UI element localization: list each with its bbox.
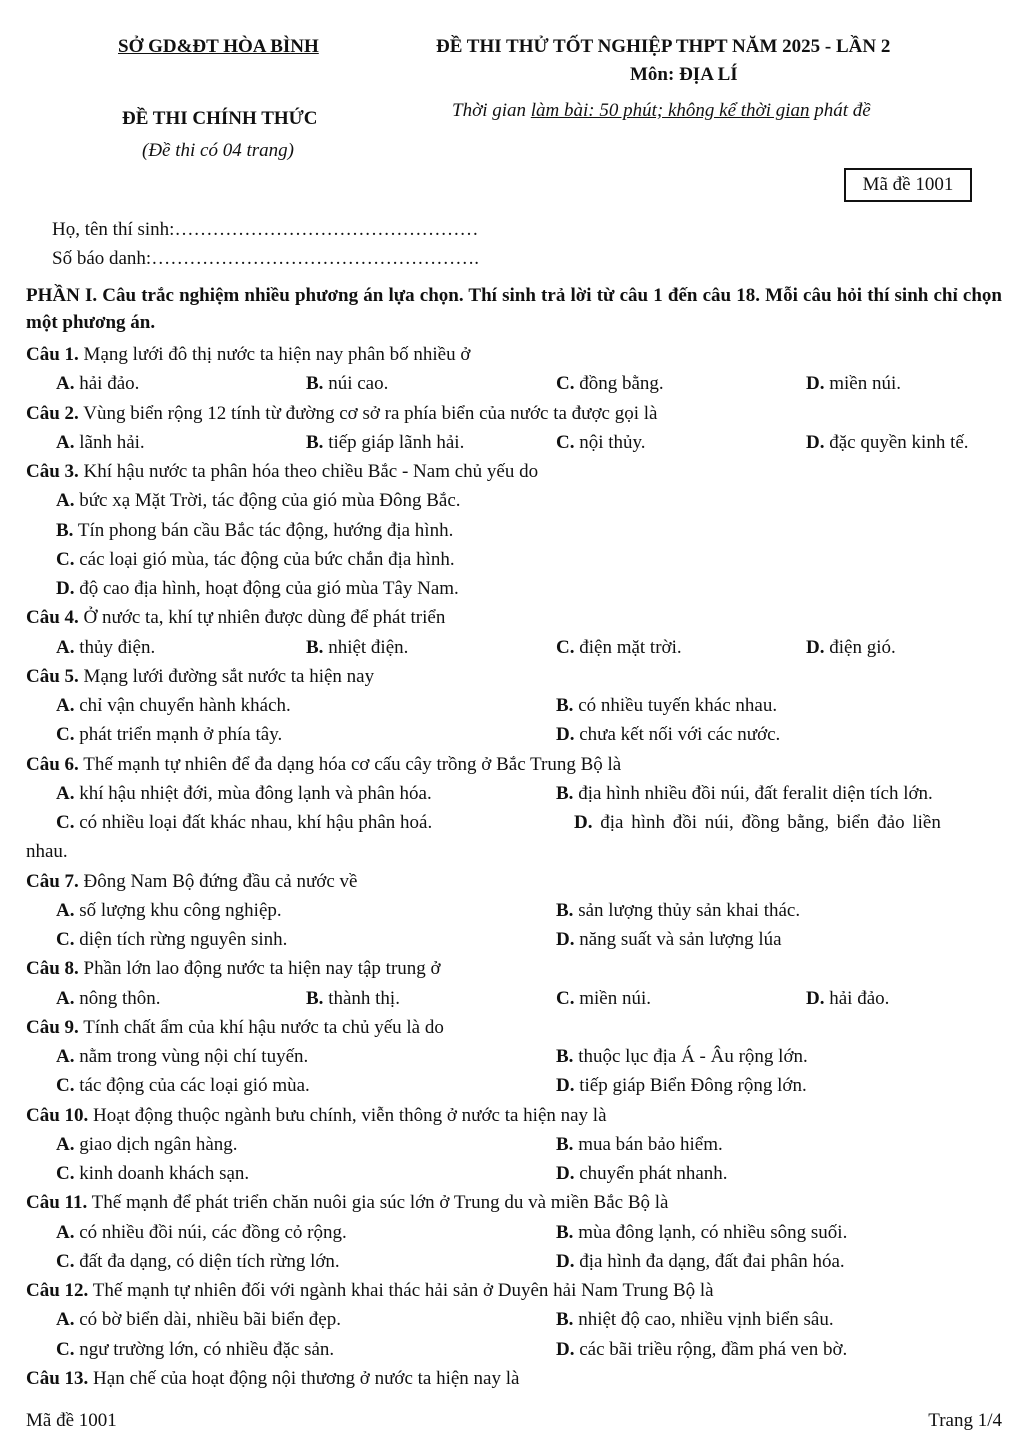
option-letter: C. (556, 373, 575, 395)
question-stem (26, 751, 621, 779)
question-text: Hạn chế của hoạt động nội thương ở nước ta hiện nay là (93, 1367, 520, 1389)
subject-line: Môn: ĐỊA LÍ (630, 64, 738, 85)
question-text: Thế mạnh tự nhiên để đa dạng hóa cơ cấu cây trồng ở Bắc Trung Bộ là (83, 753, 622, 775)
question-text: Thế mạnh để phát triển chăn nuôi gia súc lớn ở Trung du và miền Bắc Bộ là (91, 1192, 669, 1214)
question-label: Câu 3. (26, 461, 79, 482)
option-letter: B. (556, 1046, 574, 1067)
answer-option (806, 370, 901, 398)
question-stem (26, 1365, 519, 1393)
option-letter: D. (806, 431, 825, 453)
option-letter: A. (56, 987, 75, 1009)
option-letter: B. (306, 373, 324, 395)
option-letter: D. (806, 636, 825, 658)
answer-option (556, 692, 777, 720)
answer-option (556, 1248, 845, 1276)
answer-option (56, 575, 459, 603)
option-text: chưa kết nối với các nước. (579, 724, 781, 746)
answer-option (556, 1131, 723, 1159)
option-text: có bờ biển dài, nhiều bãi biển đẹp. (79, 1309, 341, 1331)
candidate-name-dots: ………………………………………… (174, 219, 479, 240)
option-text: mua bán bảo hiểm. (578, 1133, 723, 1155)
option-text: tiếp giáp Biển Đông rộng lớn. (579, 1075, 807, 1097)
answer-option (56, 721, 282, 749)
answer-option (556, 429, 646, 457)
time-underlined: làm bài: 50 phút; không kể thời gian (530, 100, 810, 121)
question-stem (26, 1102, 607, 1130)
question-stem (26, 1014, 444, 1042)
question-text: Ở nước ta, khí tự nhiên được dùng để phát triển (83, 607, 446, 629)
option-text: lãnh hải. (79, 431, 145, 453)
answer-option (556, 897, 800, 925)
option-letter: C. (556, 987, 575, 1009)
option-letter: C. (56, 1250, 75, 1272)
option-letter: B. (56, 519, 74, 541)
option-letter: B. (556, 1309, 574, 1331)
answer-option (306, 985, 400, 1013)
candidate-id-line (52, 248, 479, 270)
question-text: Thế mạnh tự nhiên đối với ngành khai thác hải sản ở Duyên hải Nam Trung Bộ là (92, 1280, 714, 1301)
option-letter: D. (556, 1250, 575, 1272)
option-text: có nhiều loại đất khác nhau, khí hậu phân hoá. (79, 812, 433, 833)
question-label: Câu 5. (26, 665, 79, 687)
answer-option (556, 721, 780, 749)
answer-option (556, 780, 933, 808)
option-text: giao dịch ngân hàng. (79, 1133, 238, 1155)
answer-option (56, 897, 282, 925)
question-stem (26, 1189, 668, 1217)
answer-option (56, 1306, 341, 1334)
answer-option (56, 370, 139, 398)
pages-note: (Đề thi có 04 trang) (142, 140, 294, 161)
option-letter: C. (56, 1075, 75, 1097)
option-text: có nhiều đồi núi, các đồng cỏ rộng. (79, 1221, 347, 1243)
answer-option (56, 780, 432, 808)
option-text: thủy điện. (79, 636, 156, 658)
option-text: đồng bằng. (579, 373, 664, 395)
answer-option (56, 1043, 308, 1071)
option-text: nằm trong vùng nội chí tuyến. (79, 1046, 309, 1067)
question-stem (26, 955, 441, 983)
answer-option (556, 985, 651, 1013)
option-letter: C. (56, 929, 75, 950)
option-text: núi cao. (328, 373, 389, 395)
option-letter: D. (556, 929, 575, 950)
question-text: Phần lớn lao động nước ta hiện nay tập trung ở (83, 958, 441, 980)
option-letter: D. (556, 724, 575, 746)
question-label: Câu 9. (26, 1016, 79, 1038)
answer-option (56, 692, 291, 720)
option-text: tác động của các loại gió mùa. (79, 1075, 310, 1097)
question-label: Câu 4. (26, 607, 79, 629)
question-label: Câu 8. (26, 958, 79, 980)
answer-option (56, 1336, 334, 1364)
option-text: đặc quyền kinh tế. (829, 431, 969, 453)
exam-code-box: Mã đề 1001 (844, 168, 972, 202)
option-text: chỉ vận chuyển hành khách. (79, 695, 291, 716)
time-note (452, 100, 871, 122)
option-letter: B. (306, 636, 324, 658)
option-text: khí hậu nhiệt đới, mùa đông lạnh và phân hóa. (79, 782, 432, 804)
option-text: địa hình nhiều đồi núi, đất feralit diện tích lớn. (578, 782, 933, 804)
option-letter: B. (556, 782, 574, 804)
answer-option (56, 1072, 310, 1100)
option-text: có nhiều tuyến khác nhau. (578, 695, 778, 716)
answer-option (56, 429, 145, 457)
option-text: phát triển mạnh ở phía tây. (79, 724, 283, 746)
part1-heading: PHẦN I. Câu trắc nghiệm nhiều phương án lựa chọn. Thí sinh trả lời từ câu 1 đến câu 18. Mỗi câu hỏi thí sinh chỉ chọn một phương án. (26, 285, 1002, 333)
exam-title: ĐỀ THI THỬ TỐT NGHIỆP THPT NĂM 2025 - LẦN 2 (436, 36, 891, 57)
option-letter: D. (56, 578, 75, 599)
option-wrap-text: nhau. (26, 841, 68, 863)
answer-option (56, 985, 161, 1013)
option-text: đất đa dạng, có diện tích rừng lớn. (79, 1250, 340, 1272)
footer-exam-code: Mã đề 1001 (26, 1410, 117, 1431)
option-text: hải đảo. (79, 373, 140, 395)
option-text: diện tích rừng nguyên sinh. (79, 929, 288, 950)
candidate-name-label: Họ, tên thí sinh: (52, 219, 175, 240)
department-name: SỞ GD&ĐT HÒA BÌNH (118, 36, 319, 57)
option-text: năng suất và sản lượng lúa (579, 929, 782, 950)
answer-option (56, 1160, 249, 1188)
question-label: Câu 11. (26, 1192, 88, 1214)
option-letter: C. (556, 431, 575, 453)
answer-option (806, 985, 889, 1013)
option-letter: A. (56, 373, 75, 395)
option-letter: A. (56, 1221, 75, 1243)
option-letter: A. (56, 490, 75, 512)
option-letter: B. (556, 899, 574, 921)
option-letter: D. (556, 1338, 575, 1360)
option-text: ngư trường lớn, có nhiều đặc sản. (79, 1338, 335, 1360)
option-letter: A. (56, 899, 75, 921)
answer-option (56, 1219, 347, 1247)
answer-option (556, 634, 682, 662)
answer-option (56, 926, 287, 954)
option-letter: B. (556, 1133, 574, 1155)
option-letter: B. (556, 695, 574, 716)
option-text: nhiệt độ cao, nhiều vịnh biển sâu. (578, 1309, 834, 1331)
answer-option (556, 926, 782, 954)
answer-option (56, 517, 453, 545)
option-text: miền núi. (579, 987, 652, 1009)
answer-option (306, 370, 388, 398)
option-letter: A. (56, 782, 75, 804)
option-text: nội thủy. (579, 431, 646, 453)
option-letter: C. (56, 1338, 75, 1360)
option-letter: D. (574, 812, 593, 833)
answer-option (56, 1131, 238, 1159)
option-text: điện mặt trời. (579, 636, 682, 658)
question-label: Câu 13. (26, 1367, 89, 1389)
option-text: thành thị. (328, 987, 400, 1009)
question-stem (26, 341, 470, 369)
question-stem (26, 868, 357, 896)
answer-option (56, 546, 455, 574)
option-letter: B. (556, 1221, 574, 1243)
option-letter: C. (56, 1163, 75, 1184)
option-text: bức xạ Mặt Trời, tác động của gió mùa Đông Bắc. (79, 490, 461, 512)
answer-option (306, 634, 408, 662)
option-text: Tín phong bán cầu Bắc tác động, hướng địa hình. (77, 519, 454, 541)
option-letter: A. (56, 431, 75, 453)
option-text: kinh doanh khách sạn. (79, 1163, 250, 1184)
question-label: Câu 1. (26, 344, 79, 365)
question-label: Câu 12. (26, 1280, 89, 1301)
option-text: nhiệt điện. (328, 636, 409, 658)
option-letter: D. (806, 987, 825, 1009)
option-letter: A. (56, 1309, 75, 1331)
option-text: địa hình đồi núi, đồng bằng, biển đảo liền (600, 812, 941, 833)
option-text: hải đảo. (829, 987, 890, 1009)
answer-option (56, 1248, 340, 1276)
question-text: Khí hậu nước ta phân hóa theo chiều Bắc - Nam chủ yếu do (83, 461, 539, 482)
option-letter: B. (306, 431, 324, 453)
option-text: sản lượng thủy sản khai thác. (578, 899, 801, 921)
question-text: Hoạt động thuộc ngành bưu chính, viễn thông ở nước ta hiện nay là (93, 1104, 607, 1126)
option-letter: C. (56, 548, 75, 570)
answer-option (556, 1336, 847, 1364)
question-text: Mạng lưới đường sắt nước ta hiện nay (83, 665, 375, 687)
question-stem (26, 458, 538, 486)
option-letter: D. (806, 373, 825, 395)
option-text: độ cao địa hình, hoạt động của gió mùa Tây Nam. (79, 578, 459, 599)
option-letter: C. (556, 636, 575, 658)
answer-option (556, 1219, 847, 1247)
question-label: Câu 2. (26, 402, 79, 424)
question-stem (26, 604, 445, 632)
footer-page-number: Trang 1/4 (928, 1410, 1002, 1431)
time-suffix: phát đề (814, 100, 871, 121)
answer-option (806, 634, 896, 662)
option-letter: D. (556, 1075, 575, 1097)
option-text: địa hình đa dạng, đất đai phân hóa. (579, 1250, 845, 1272)
answer-option (556, 1072, 807, 1100)
answer-option (806, 429, 969, 457)
option-letter: D. (556, 1163, 575, 1184)
option-letter: A. (56, 636, 75, 658)
answer-option (306, 429, 464, 457)
answer-option (556, 370, 664, 398)
option-letter: A. (56, 1046, 75, 1067)
question-label: Câu 10. (26, 1104, 89, 1126)
option-text: nông thôn. (79, 987, 161, 1009)
answer-option (56, 487, 461, 515)
answer-option (556, 1043, 808, 1071)
answer-option (56, 809, 432, 837)
time-prefix: Thời gian (452, 100, 527, 121)
question-text: Đông Nam Bộ đứng đầu cả nước về (83, 870, 358, 892)
option-text: tiếp giáp lãnh hải. (328, 431, 465, 453)
option-text: mùa đông lạnh, có nhiều sông suối. (578, 1221, 848, 1243)
answer-option (574, 809, 1002, 837)
official-label: ĐỀ THI CHÍNH THỨC (122, 108, 318, 129)
question-stem (26, 400, 657, 428)
question-label: Câu 7. (26, 870, 79, 892)
option-letter: B. (306, 987, 324, 1009)
option-text: số lượng khu công nghiệp. (79, 899, 282, 921)
candidate-id-dots: ……………………………………………. (151, 248, 479, 269)
answer-option (556, 1160, 728, 1188)
option-letter: A. (56, 695, 75, 716)
option-letter: C. (56, 812, 75, 833)
question-text: Mạng lưới đô thị nước ta hiện nay phân bố nhiều ở (83, 344, 471, 365)
question-stem (26, 663, 374, 691)
question-text: Tính chất ẩm của khí hậu nước ta chủ yếu là do (83, 1016, 444, 1038)
answer-option (556, 1306, 834, 1334)
option-text: thuộc lục địa Á - Âu rộng lớn. (578, 1046, 808, 1067)
question-label: Câu 6. (26, 753, 79, 775)
candidate-name-line (52, 219, 478, 241)
option-text: các bãi triều rộng, đầm phá ven bờ. (579, 1338, 848, 1360)
option-letter: C. (56, 724, 75, 746)
option-text: điện gió. (829, 636, 896, 658)
answer-option (56, 634, 155, 662)
question-stem (26, 1277, 714, 1305)
option-letter: A. (56, 1133, 75, 1155)
candidate-id-label: Số báo danh: (52, 248, 152, 269)
option-text: các loại gió mùa, tác động của bức chắn địa hình. (79, 548, 455, 570)
option-text: miền núi. (829, 373, 902, 395)
option-text: chuyển phát nhanh. (579, 1163, 728, 1184)
question-text: Vùng biển rộng 12 tính từ đường cơ sở ra phía biển của nước ta được gọi là (83, 402, 658, 424)
